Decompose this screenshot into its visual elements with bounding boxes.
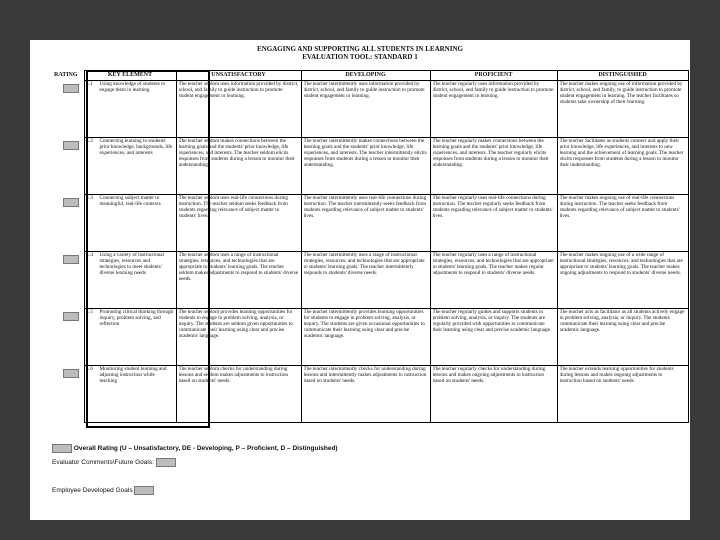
distinguished-cell: The teacher makes ongoing use of real-life connections during instruction. The teacher seeks feedback from students regarding relevance of subject matter to students' lives.: [557, 195, 688, 252]
table-row: [52, 81, 688, 138]
rating-cell: [52, 366, 84, 423]
header-row: [52, 71, 688, 81]
unsatisfactory-cell: The teacher seldom provides learning opportunities for students to engage in problem solving, analysis, or inquiry. The students are seldom given opportunities to communicate their learning using clear and precise academic language.: [176, 309, 301, 366]
col-header-unsatisfactory: UNSATISFACTORY: [176, 71, 301, 81]
title-line-1: ENGAGING AND SUPPORTING ALL STUDENTS IN LEARNING: [257, 45, 463, 53]
element-number: 1.4: [86, 252, 93, 258]
developing-cell: The teacher intermittently provides learning opportunities for students to engage in problem solving, analysis, or inquiry. The students are given occasional opportunities to communicate their learning using clear and precise academic language.: [301, 309, 430, 366]
key-element-cell: [84, 366, 176, 423]
developing-cell: The teacher intermittently makes connections between the learning goals and the students' prior knowledge, life experiences, and interests. The teacher intermittently elicits responses from students during a lesson to monitor their understanding.: [301, 138, 430, 195]
table-row: [52, 138, 688, 195]
unsatisfactory-cell: The teacher seldom uses real-life connections during instruction. The teacher seldom seeks feedback from students regarding relevance of subject matter to students' lives.: [176, 195, 301, 252]
employee-goals-box[interactable]: [134, 486, 154, 495]
element-label: Connecting subject matter to meaningful, real-life contexts: [99, 195, 161, 207]
distinguished-cell: The teacher acts as facilitator as all students actively engage in problem solving, analysis, or inquiry. The students communicate their learning using clear and precise academic language.: [557, 309, 688, 366]
rating-cell: [52, 138, 84, 195]
key-element-cell: [84, 252, 176, 309]
proficient-cell: The teacher regularly uses real-life connections during instruction. The teacher regularly seeks feedback from students regarding relevance of subject matter to students' lives.: [430, 195, 557, 252]
employee-goals-label: Employee Developed Goals: [52, 487, 133, 495]
employee-goals-row: [52, 486, 154, 495]
evaluator-comments-label: Evaluator Comments\Future Goals:: [52, 459, 154, 467]
rating-input-box[interactable]: [63, 369, 79, 378]
document-title: [30, 45, 690, 61]
unsatisfactory-cell: The teacher seldom checks for understanding during lessons and seldom makes adjustments to instruction based on students' needs.: [176, 366, 301, 423]
proficient-cell: The teacher regularly uses information provided by district, school, and family to guide instruction to promote student engagement in learning.: [430, 81, 557, 138]
element-number: 1.1: [86, 81, 93, 87]
table-row: [52, 195, 688, 252]
unsatisfactory-cell: The teacher seldom uses information provided by district, school, and family to guide instruction to promote student engagement or learning.: [176, 81, 301, 138]
rating-input-box[interactable]: [63, 84, 79, 93]
proficient-cell: The teacher regularly makes connections between the learning goals and the students' prior knowledge, life experiences, and interests. The teacher regularly elicits responses from students during a lesson to monitor their understanding.: [430, 138, 557, 195]
key-element-cell: [84, 138, 176, 195]
title-line-2: EVALUATION TOOL: STANDARD 1: [302, 53, 418, 61]
rating-input-box[interactable]: [63, 141, 79, 150]
element-number: 1.2: [86, 138, 93, 144]
element-label: Using a variety of instructional strategies, resources and technologies to meet students' diverse learning needs: [99, 252, 165, 276]
developing-cell: The teacher intermittently checks for understanding during lessons and intermittently makes adjustments to instruction based on students' needs.: [301, 366, 430, 423]
proficient-cell: The teacher regularly checks for understanding during lessons and makes ongoing adjustments to instruction based on students' needs.: [430, 366, 557, 423]
evaluator-comments-row: [52, 458, 176, 467]
key-element-cell: [84, 81, 176, 138]
overall-rating-row: [52, 444, 338, 453]
col-header-distinguished: DISTINGUISHED: [557, 71, 688, 81]
unsatisfactory-cell: The teacher seldom makes connections between the learning goals and the students' prior knowledge, life experiences, and interests. The teacher seldom elicits responses from students during a lesson to monitor their understanding.: [176, 138, 301, 195]
element-number: 1.3: [86, 195, 93, 201]
rating-input-box[interactable]: [63, 312, 79, 321]
col-header-proficient: PROFICIENT: [430, 71, 557, 81]
table-row: [52, 252, 688, 309]
rubric-table: [52, 70, 689, 423]
distinguished-cell: The teacher makes ongoing use of information provided by district, school, and family, to guide instruction to promote student engagement in learning. The teacher facilitates so students take ownership of their learning.: [557, 81, 688, 138]
rating-cell: [52, 309, 84, 366]
overall-rating-label: Overall Rating (U – Unsatisfactory, DE - Developing, P – Proficient, D – Distinguished): [73, 445, 338, 453]
element-number: 1.6: [86, 366, 93, 372]
proficient-cell: The teacher regularly guides and supports students in problem solving, analysis, or inquiry. The students are regularly provided with opportunities to communicate their learning using clear and precise academic language.: [430, 309, 557, 366]
developing-cell: The teacher intermittently uses information provided by district, school, and family to guide instruction to promote student engagement or learning.: [301, 81, 430, 138]
table-row: [52, 366, 688, 423]
key-element-cell: [84, 195, 176, 252]
rating-input-box[interactable]: [63, 198, 79, 207]
distinguished-cell: The teacher facilitates as students connect and apply their prior knowledge, life experiences, and interests to new learning and the achievement of learning goals. The teacher elicits responses from students during a lesson to monitor their understanding.: [557, 138, 688, 195]
document-page: [30, 40, 690, 520]
element-label: Monitoring student learning and adjusting instruction while teaching: [99, 366, 167, 384]
developing-cell: The teacher intermittently uses a range of instructional strategies, resources, and technologies that are appropriate to students' learning goals. The teacher intermittently responds to students' diverse needs.: [301, 252, 430, 309]
distinguished-cell: The teacher makes ongoing use of a wide range of instructional strategies, resources, and technologies that are appropriate to students' learning goals. The teacher makes ongoing adjustments to respond to students' diverse needs.: [557, 252, 688, 309]
col-header-developing: DEVELOPING: [301, 71, 430, 81]
rating-cell: [52, 195, 84, 252]
element-number: 1.5: [86, 309, 93, 315]
rating-input-box[interactable]: [63, 255, 79, 264]
unsatisfactory-cell: The teacher seldom uses a range of instructional strategies, resources, and technologies that are appropriate to students' learning goals. The teacher seldom makes adjustments to respond to students' diverse needs.: [176, 252, 301, 309]
table-row: [52, 309, 688, 366]
rating-cell: [52, 81, 84, 138]
col-header-key-element: KEY ELEMENT: [84, 71, 176, 81]
overall-rating-box[interactable]: [52, 444, 72, 453]
proficient-cell: The teacher regularly uses a range of instructional strategies, resources, and technologies that are appropriate to students' learning goals. The teacher makes regular adjustments to respond to students' diverse needs.: [430, 252, 557, 309]
evaluator-comments-box[interactable]: [156, 458, 176, 467]
col-header-rating: RATING: [54, 72, 78, 78]
element-label: Using knowledge of students to engage them in learning: [99, 81, 166, 93]
distinguished-cell: The teacher extends learning opportunities for students during lessons and makes ongoing adjustments to instruction based on students' needs.: [557, 366, 688, 423]
element-label: Connecting learning to students' prior knowledge, backgrounds, life experiences, and interests: [99, 138, 173, 156]
element-label: Promoting critical thinking through inquiry, problem solving, and reflection: [99, 309, 174, 327]
developing-cell: The teacher intermittently uses real-life connections during instruction. The teacher intermittently seeks feedback from students regarding relevance of subject matter to students' lives.: [301, 195, 430, 252]
key-element-cell: [84, 309, 176, 366]
rating-cell: [52, 252, 84, 309]
